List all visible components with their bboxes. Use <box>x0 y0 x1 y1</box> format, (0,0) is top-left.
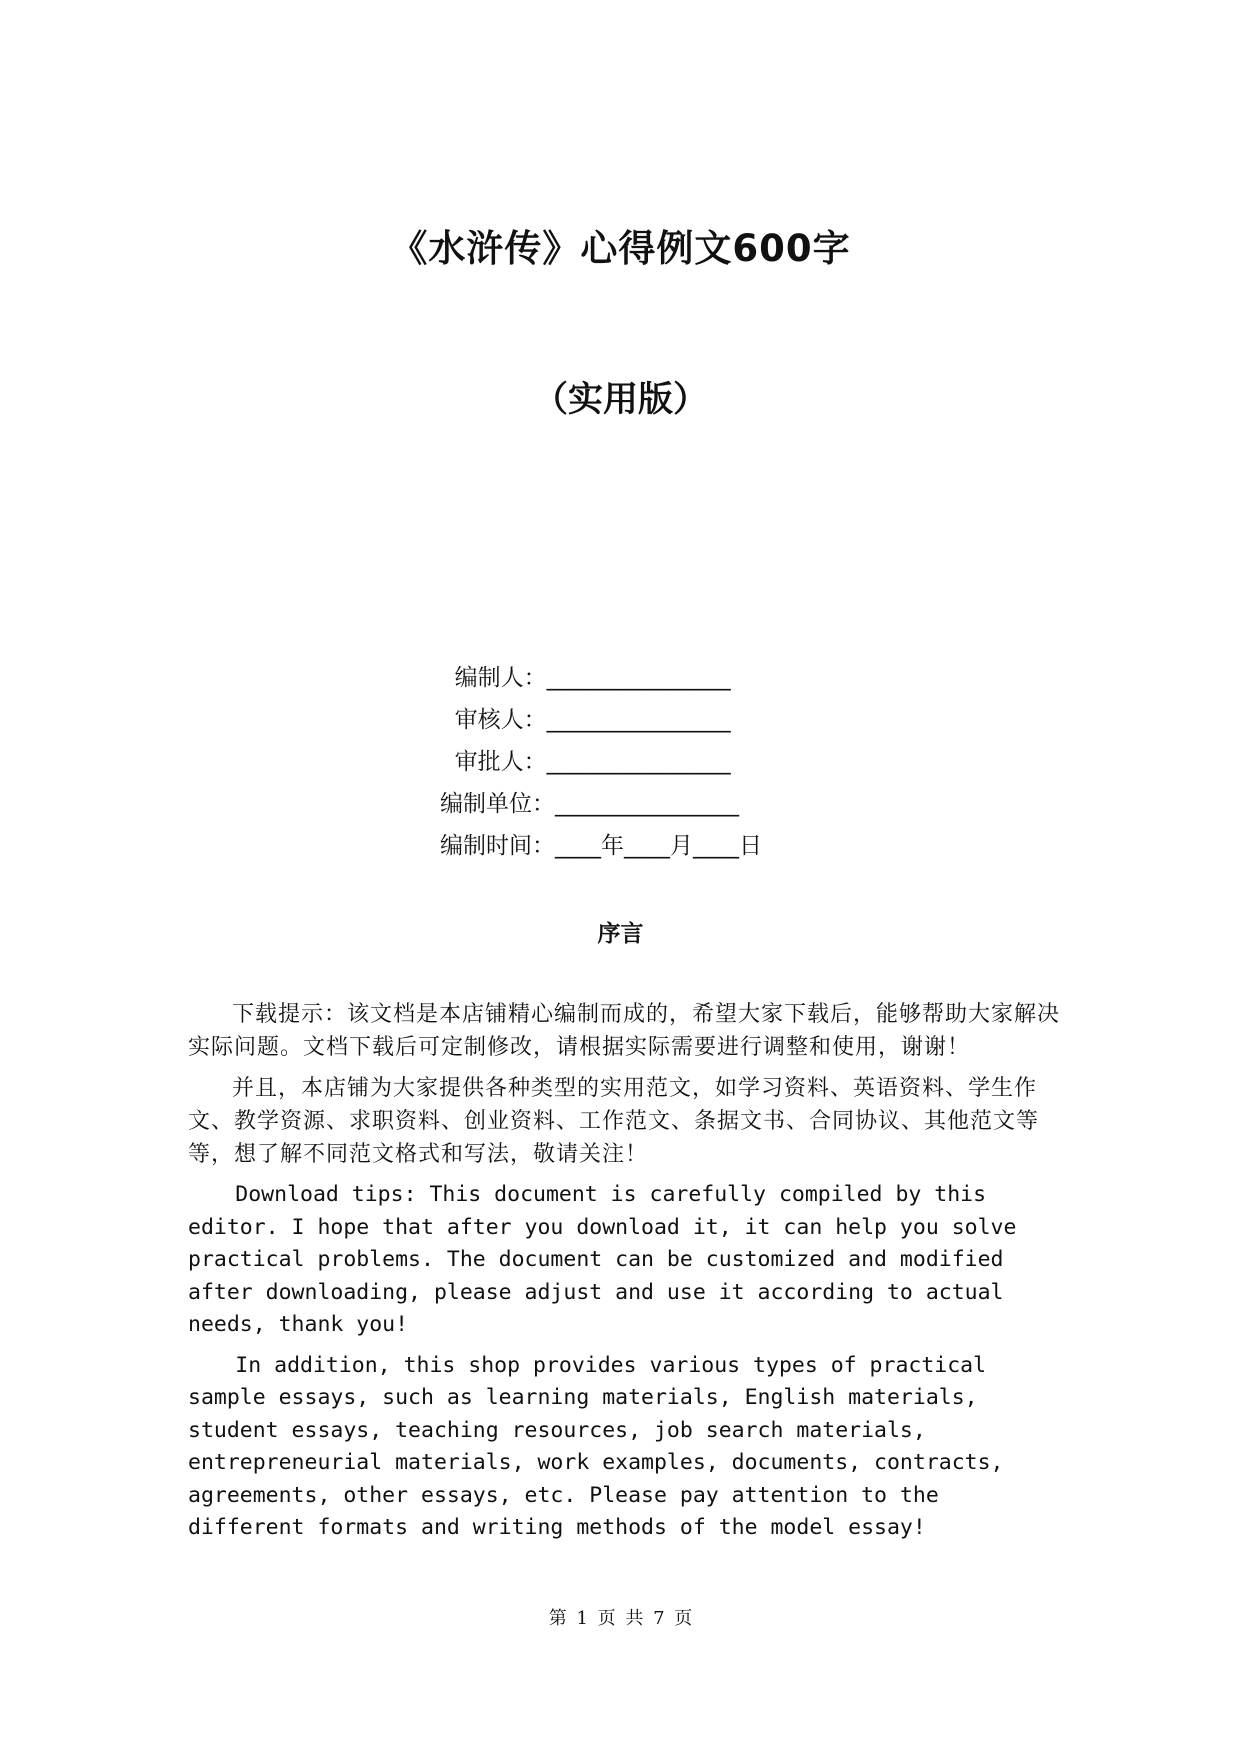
preface-body <box>188 998 1068 1553</box>
form-row-compiler <box>440 657 762 699</box>
form-label: 审批人： <box>440 749 547 775</box>
form-label: 编制人： <box>440 665 547 691</box>
form-blank: ____年____月____日 <box>555 833 762 859</box>
form-row-approver <box>440 741 762 783</box>
document-title: 《水浒传》心得例文600字 <box>390 227 851 270</box>
form-label: 审核人： <box>440 707 547 733</box>
form-label: 编制单位： <box>440 791 555 817</box>
form-blank: ________________ <box>546 707 731 733</box>
form-row-date <box>440 825 762 867</box>
page-number-footer: 第 1 页 共 7 页 <box>548 1608 693 1629</box>
preface-paragraph-download-tips-cn: 下载提示：该文档是本店铺精心编制而成的，希望大家下载后，能够帮助大家解决实际问题。文档下载后可定制修改，请根据实际需要进行调整和使用，谢谢！ <box>188 1002 1061 1060</box>
form-blank: ________________ <box>546 749 731 775</box>
document-subtitle: （实用版） <box>532 380 708 420</box>
form-row-unit <box>440 783 762 825</box>
preface-paragraph-shop-info-en: In addition, this shop provides various types of practical sample essays, such as learning materials, English materials, student essays, teaching resources, job search materials, entrepreneurial materials, work examples, documents, contracts, agreements, other essays, etc. Please pay attention to the different formats and writing methods of the model essay! <box>188 1352 1004 1540</box>
preface-paragraph-download-tips-en: Download tips: This document is carefully compiled by this editor. I hope that after you download it, it can help you solve practical problems. The document can be customized and modified after downloading, please adjust and use it according to actual needs, thank you! <box>188 1182 1017 1337</box>
preface-heading: 序言 <box>597 921 644 947</box>
form-blank: ________________ <box>546 665 731 691</box>
preface-paragraph-shop-info-cn: 并且，本店铺为大家提供各种类型的实用范文，如学习资料、英语资料、学生作文、教学资源、求职资料、创业资料、工作范文、条据文书、合同协议、其他范文等等，想了解不同范文格式和写法，敬请关注！ <box>188 1076 1040 1167</box>
form-blank: ________________ <box>555 791 739 817</box>
form-label: 编制时间： <box>440 833 555 859</box>
form-row-reviewer <box>440 699 762 741</box>
approval-form <box>440 657 762 867</box>
